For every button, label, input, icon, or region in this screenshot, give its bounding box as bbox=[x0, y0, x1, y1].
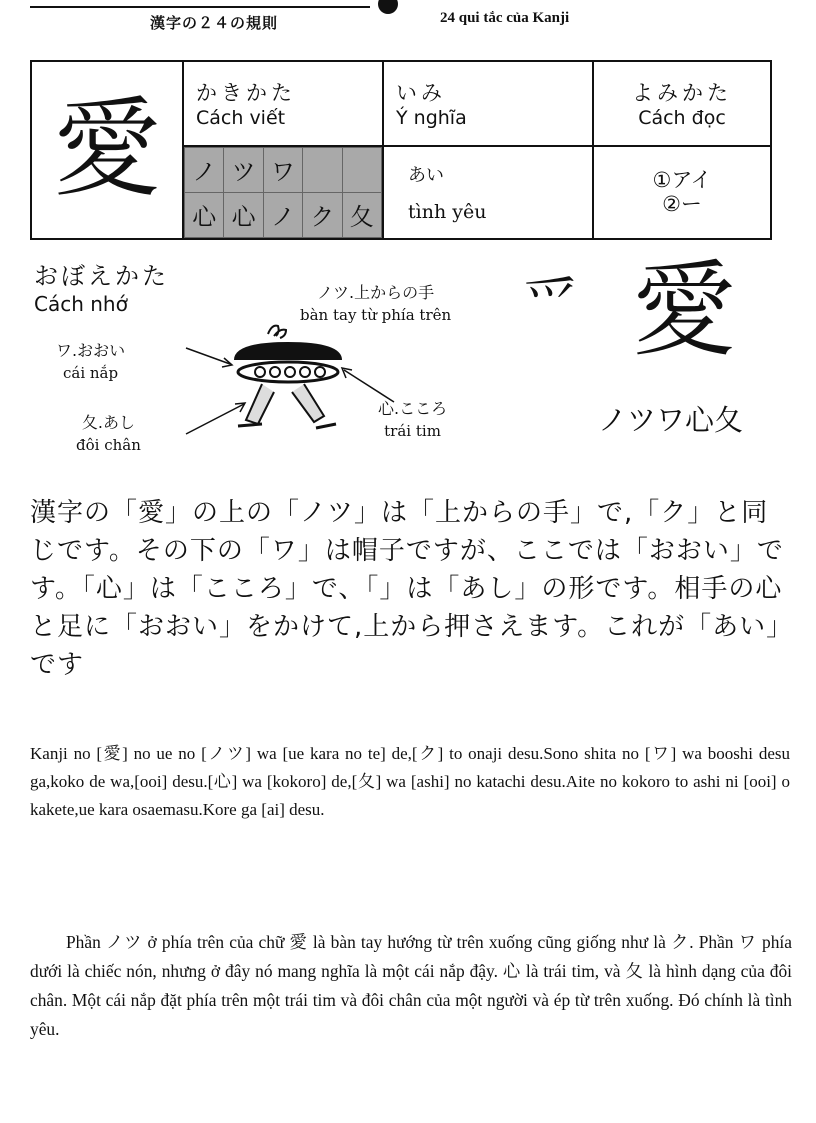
header-rule bbox=[30, 6, 370, 8]
reading-header-vi: Cách đọc bbox=[638, 107, 726, 130]
header-title-vi: 24 qui tắc của Kanji bbox=[440, 10, 570, 26]
stroke-cell: ク bbox=[303, 192, 342, 237]
writing-header bbox=[183, 61, 383, 146]
main-kanji: 愛 bbox=[31, 61, 183, 239]
stroke-cell: ノ bbox=[263, 192, 302, 237]
memory-heading-jp: おぼえかた bbox=[34, 262, 169, 290]
writing-header-vi: Cách viết bbox=[196, 107, 286, 130]
paragraph-vietnamese: Phần ノツ ở phía trên của chữ 愛 là bàn tay hướng từ trên xuống cũng giống như là ク. Phần ワ phía dưới là chiếc nón, nhưng ở đây nó mang nghĩa là một cái nắp đậy. 心 là trái tim, và 夂 là hình dạng của đôi chân. Một cái nắp đặt phía trên một trái tim và đôi chân của một người và ép từ trên xuống. Đó chính là tình yêu. bbox=[30, 932, 792, 1039]
stroke-cell bbox=[303, 147, 342, 192]
label-legs bbox=[76, 412, 141, 456]
reading-header-jp: よみかた bbox=[632, 81, 732, 106]
stroke-cell: ノ bbox=[185, 147, 224, 192]
reading-cell bbox=[593, 146, 771, 239]
meaning-jp: あい bbox=[408, 165, 444, 187]
label-pointer-arrows bbox=[180, 338, 300, 478]
kanji-info-table bbox=[30, 60, 772, 240]
meaning-vi: tình yêu bbox=[408, 201, 487, 224]
stroke-cell: ワ bbox=[263, 147, 302, 192]
hand-icon bbox=[268, 326, 286, 338]
meaning-header-vi: Ý nghĩa bbox=[396, 107, 467, 130]
stroke-cell: 夂 bbox=[342, 192, 381, 237]
header-title-jp: 漢字の２４の規則 bbox=[150, 14, 279, 32]
writing-header-jp: かきかた bbox=[196, 81, 296, 106]
label-heart-jp: 心.こころ bbox=[378, 399, 448, 418]
meaning-cell bbox=[383, 146, 593, 239]
kanji-variant-top: 爫 bbox=[520, 267, 583, 340]
meaning-header-jp: いみ bbox=[396, 81, 446, 106]
label-hand-jp: ノツ.上からの手 bbox=[317, 283, 435, 302]
paragraph-japanese: 漢字の「愛」の上の「ノツ」は「上からの手」で,「ク」と同じです。その下の「ワ」は帽子ですが、ここでは「おおい」です。「心」は「こころ」で、「」は「あし」の形です。相手の心と足に「おおい」をかけて,上から押さえます。これが「あい」です bbox=[30, 498, 784, 680]
stroke-cell: 心 bbox=[224, 192, 263, 237]
label-cover bbox=[56, 340, 125, 384]
meaning-header bbox=[383, 61, 593, 146]
stroke-order-grid bbox=[183, 146, 383, 239]
heart-pointer-arrow bbox=[338, 358, 398, 408]
kanji-components: ノツワ心夂 bbox=[598, 403, 744, 437]
label-legs-jp: 夂.あし bbox=[81, 413, 135, 432]
kanji-large: 愛 bbox=[632, 249, 737, 371]
header-bullet-icon bbox=[378, 0, 398, 14]
page-header bbox=[0, 0, 816, 40]
label-cover-jp: ワ.おおい bbox=[56, 341, 126, 360]
reading-kunyomi: ②ー bbox=[662, 192, 702, 217]
stroke-cell: ツ bbox=[224, 147, 263, 192]
label-cover-vi: cái nắp bbox=[62, 364, 119, 382]
label-hand-vi: bàn tay từ phía trên bbox=[300, 306, 452, 324]
stroke-cell bbox=[342, 147, 381, 192]
reading-header bbox=[593, 61, 771, 146]
label-legs-vi: đôi chân bbox=[76, 436, 141, 454]
memory-heading-vi: Cách nhớ bbox=[34, 292, 128, 316]
label-heart-vi: trái tim bbox=[384, 422, 441, 440]
stroke-cell: 心 bbox=[185, 192, 224, 237]
paragraph-romaji: Kanji no [愛] no ue no [ノツ] wa [ue kara no te] de,[ク] to onaji desu.Sono shita no [ワ] wa booshi desu ga,koko de wa,[ooi] desu.[心] wa [kokoro] de,[夂] wa [ashi] no katachi desu.Aite no kokoro to ashi ni [ooi] o kakete,ue kara osaemasu.Kore ga [ai] desu. bbox=[30, 744, 790, 819]
reading-onyomi: ①アイ bbox=[652, 168, 712, 193]
